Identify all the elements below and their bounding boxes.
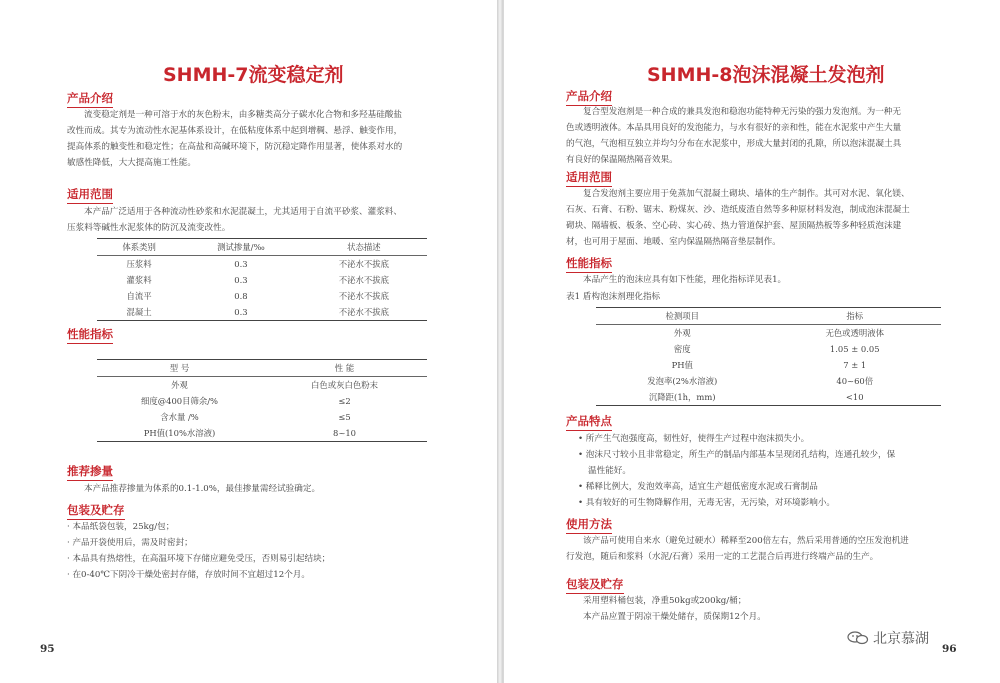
table-header-row: 型 号 性 能	[97, 360, 427, 377]
right-page-number: 96	[942, 643, 957, 655]
table-row: PH值 7 ± 1	[671, 360, 867, 370]
right-scope-text: 复合发泡剂主要应用于免蒸加气混凝土砌块、墙体的生产制作。其可对水泥、氧化镁、 石灰、石膏、石粉、锯末、粉煤灰、沙、造纸废渣自然等多种原材料发泡，制成泡沫混凝土 砌块、隔墙板、板条、空心砖、实心砖、热力管道保护套、屋顶隔热板等多种轻质泡沫建 材，也可用于屋面、地暖、室内保温隔热隔音垫层制作。	[566, 189, 910, 247]
wechat-icon	[847, 631, 869, 645]
list-item: · 本品具有热熔性，在高温环境下存储应避免受压，否则易引起结块；	[67, 554, 331, 564]
table-header-row: 体系类别 测试掺量/‰ 状态描述	[97, 239, 427, 256]
table-row: 细度@400目筛余/% ≤2	[140, 396, 351, 406]
right-table-caption: 表1 盾构泡沫剂理化指标	[566, 292, 661, 302]
left-perf-table	[97, 359, 427, 442]
table-row: 含水量 /% ≤5	[160, 412, 351, 422]
left-scope-text: 本产品广泛适用于各种流动性砂浆和水泥混凝土，尤其适用于自流平砂浆、灌浆料、 压浆料等碱性水泥浆体的防沉及流变改性。	[67, 207, 402, 233]
left-pack-list	[67, 519, 330, 583]
list-item: 温性能好。	[588, 466, 631, 476]
right-section-pack: 包装及贮存	[566, 576, 624, 594]
right-title: SHMH-8泡沫混凝土发泡剂	[647, 64, 885, 86]
right-page	[503, 0, 1000, 683]
list-item: · 产品开袋使用后，需及时密封；	[67, 538, 193, 548]
right-pack-text: 采用塑料桶包装，净重50kg或200kg/桶； 本产品应置于阴凉干燥处储存，质保期12个月。	[583, 596, 766, 622]
left-section-intro: 产品介绍	[67, 90, 113, 108]
left-section-perf: 性能指标	[67, 326, 113, 344]
left-intro-text: 流变稳定剂是一种可溶于水的灰色粉末，由多糖类高分子碳水化合物和多羟基硅酸盐 改性而成。其专为流动性水泥基体系设计，在低粘度体系中起到增稠、悬浮、触变作用， 提高体系的触变性和稳定性；在高盐和高碱环境下，防沉稳定降作用显著，使体系对水的 敏感性降低，大大提高施工性能。	[67, 110, 403, 168]
table-row: 外观 白色或灰白色粉末	[171, 380, 378, 390]
right-usage-text: 该产品可使用自来水（避免过硬水）稀释至200倍左右，然后采用普通的空压发泡机进 行发泡，随后和浆料（水泥/石膏）采用一定的工艺混合后再进行终端产品的生产。	[566, 536, 909, 562]
right-section-usage: 使用方法	[566, 516, 612, 534]
right-intro-text: 复合型发泡剂是一种合成的兼具发泡和稳泡功能特种无污染的强力发泡剂。为一种无 色或透明液体。本品具用良好的发泡能力，与水有很好的亲和性，能在水泥浆中产生大量 的气泡，气泡相互独立并均匀分布在水泥浆中，形成大量封闭的孔隙，所以泡沫混凝土具 有良好的保温隔热隔音效果。	[566, 107, 902, 165]
left-section-scope: 适用范围	[67, 186, 113, 204]
right-index-table	[596, 307, 941, 406]
right-section-perf: 性能指标	[566, 255, 612, 273]
right-section-intro: 产品介绍	[566, 88, 612, 106]
list-item: • 泡沫尺寸较小且非常稳定，所生产的制品内部基本呈现闭孔结构，连通孔较少，保	[578, 450, 896, 460]
left-title: SHMH-7流变稳定剂	[163, 64, 344, 86]
table-row: 压浆料 0.3 不泌水不拔底	[126, 259, 389, 269]
list-item: • 所产生气泡强度高，韧性好，使得生产过程中泡沫损失小。	[578, 434, 810, 444]
table-row: 灌浆料 0.3 不泌水不拔底	[126, 275, 389, 285]
left-section-pack: 包装及贮存	[67, 502, 125, 520]
table-header-row: 检测项目 指标	[596, 308, 941, 325]
watermark	[847, 628, 929, 648]
right-section-features: 产品特点	[566, 413, 612, 431]
table-row: 外观 无色或透明液体	[673, 328, 885, 338]
table-row: 自流平 0.8 不泌水不拔底	[126, 291, 389, 301]
left-section-dosage: 推荐掺量	[67, 463, 113, 481]
list-item: · 在0-40℃下阴冷干燥处密封存储，存放时间不宜超过12个月。	[67, 570, 310, 580]
table-row: 沉降距(1h，mm) <10	[596, 389, 941, 406]
table-row: 发泡率(2%水溶液) 40~60倍	[647, 376, 874, 386]
right-features-list	[578, 431, 895, 511]
left-dosage-text: 本产品推荐掺量为体系的0.1-1.0%，最佳掺量需经试验确定。	[84, 484, 321, 494]
list-item: · 本品纸袋包装，25kg/包；	[67, 522, 175, 532]
left-page-number: 95	[40, 643, 55, 655]
right-section-scope: 适用范围	[566, 169, 612, 187]
right-perf-text: 本品产生的泡沫应具有如下性能，理化指标详见表1。	[583, 275, 787, 285]
list-item: • 具有较好的可生物降解作用，无毒无害，无污染，对环境影响小。	[578, 498, 836, 508]
left-page	[0, 0, 498, 683]
table-row: 混凝土 0.3 不泌水不拔底	[97, 304, 427, 321]
table-row: 密度 1.05 ± 0.05	[673, 344, 880, 354]
list-item: • 稀释比例大，发泡效率高，适宜生产超低密度水泥或石膏制品	[578, 482, 818, 492]
table-row: PH值(10%水溶液) 8~10	[97, 425, 427, 442]
left-system-table	[97, 238, 427, 321]
watermark-text: 北京慕湖	[873, 631, 929, 647]
